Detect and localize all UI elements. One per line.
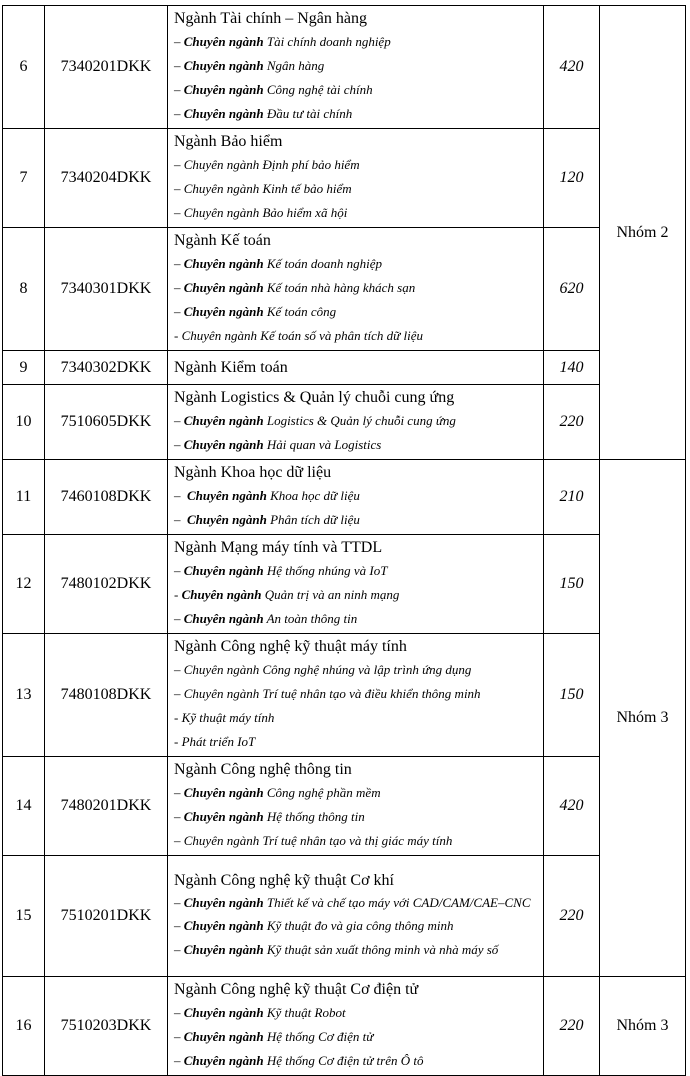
specialization-name: Phân tích dữ liệu [266, 512, 360, 527]
specialization-name: Hệ thống nhúng và IoT [263, 563, 388, 578]
admission-table [2, 5, 686, 1076]
dash-prefix: - [174, 734, 182, 749]
specialization-item [174, 607, 538, 631]
row-number: 7 [3, 129, 45, 228]
major-name: Ngành Khoa học dữ liệu [174, 464, 332, 481]
dash-prefix: - [174, 710, 182, 725]
major-cell [168, 385, 544, 460]
major-cell [168, 6, 544, 129]
major-name: Ngành Mạng máy tính và TTDL [174, 539, 383, 556]
quota: 420 [544, 757, 600, 856]
dash-prefix: – [174, 895, 184, 910]
specialization-item [174, 177, 538, 201]
dash-prefix: - [174, 587, 182, 602]
specialization-item [174, 508, 538, 532]
quota: 140 [544, 351, 600, 385]
specialization-item [174, 30, 538, 54]
specialization-name: Hệ thống thông tin [263, 809, 365, 824]
specialization-item [174, 730, 538, 754]
specialization-name: Thiết kế và chế tạo máy với CAD/CAM/CAE–CNC [263, 895, 531, 910]
specialization-name: Tài chính doanh nghiệp [263, 34, 391, 49]
specialization-name: Chuyên ngành Bảo hiểm xã hội [183, 205, 348, 220]
row-number: 16 [3, 977, 45, 1076]
row-number: 8 [3, 228, 45, 351]
specialization-name: Chuyên ngành Công nghệ nhúng và lập trình ứng dụng [183, 662, 472, 677]
dash-prefix: – [174, 157, 184, 172]
specialization-label: Chuyên ngành [183, 82, 264, 97]
specialization-item [174, 201, 538, 225]
major-name: Ngành Công nghệ kỹ thuật Cơ điện tử [174, 981, 419, 998]
specialization-item [174, 829, 538, 853]
specialization-name: Chuyên ngành Trí tuệ nhân tạo và thị giác máy tính [183, 833, 453, 848]
row-number: 9 [3, 351, 45, 385]
dash-prefix: – [174, 942, 184, 957]
specialization-label: Chuyên ngành [183, 34, 264, 49]
major-name: Ngành Công nghệ thông tin [174, 761, 352, 778]
table-body [3, 6, 686, 1076]
specialization-label: Chuyên ngành [183, 304, 264, 319]
specialization-label: Chuyên ngành [183, 809, 264, 824]
specialization-label: Chuyên ngành [183, 106, 264, 121]
major-name: Ngành Bảo hiểm [174, 133, 283, 150]
specialization-label: Chuyên ngành [183, 1053, 264, 1068]
dash-prefix: – [174, 809, 184, 824]
specialization-label: Chuyên ngành [183, 256, 264, 271]
quota: 220 [544, 977, 600, 1076]
quota: 210 [544, 460, 600, 535]
dash-prefix: – [174, 256, 184, 271]
specialization-label: Chuyên ngành [183, 413, 264, 428]
table-row [3, 535, 686, 634]
admission-group: Nhóm 2 [600, 6, 686, 460]
specialization-name: Kế toán doanh nghiệp [263, 256, 383, 271]
major-code: 7340302DKK [45, 351, 168, 385]
dash-prefix: – [174, 1053, 184, 1068]
specialization-item [174, 583, 538, 607]
specialization-item [174, 252, 538, 276]
row-number: 13 [3, 634, 45, 757]
dash-prefix: – [174, 785, 184, 800]
row-number: 11 [3, 460, 45, 535]
dash-prefix: – [174, 686, 184, 701]
quota: 420 [544, 6, 600, 129]
major-name: Ngành Logistics & Quản lý chuỗi cung ứng [174, 389, 455, 406]
specialization-label: Chuyên ngành [183, 1029, 264, 1044]
table-row [3, 129, 686, 228]
specialization-label: Chuyên ngành [187, 488, 267, 503]
major-cell [168, 634, 544, 757]
dash-prefix: – [174, 1005, 184, 1020]
specialization-label: Chuyên ngành [183, 611, 264, 626]
major-cell [168, 535, 544, 634]
major-cell [168, 129, 544, 228]
specialization-item [174, 559, 538, 583]
quota: 220 [544, 856, 600, 977]
specialization-label: Chuyên ngành [183, 785, 264, 800]
specialization-label: Chuyên ngành [181, 587, 262, 602]
dash-prefix: – [174, 280, 184, 295]
specialization-label: Chuyên ngành [183, 563, 264, 578]
specialization-name: An toàn thông tin [263, 611, 358, 626]
dash-prefix: – [174, 58, 184, 73]
specialization-name: Đầu tư tài chính [263, 106, 353, 121]
dash-prefix: - [174, 328, 182, 343]
major-cell [168, 460, 544, 535]
specialization-name: Công nghệ tài chính [263, 82, 373, 97]
major-cell [168, 757, 544, 856]
major-code: 7510203DKK [45, 977, 168, 1076]
dash-prefix: – [174, 611, 184, 626]
major-name: Ngành Kế toán [174, 232, 271, 249]
specialization-item [174, 153, 538, 177]
major-code: 7340301DKK [45, 228, 168, 351]
table-row [3, 856, 686, 977]
major-name: Ngành Tài chính – Ngân hàng [174, 10, 367, 27]
specialization-item [174, 433, 538, 457]
dash-prefix: – [174, 437, 184, 452]
dash-prefix: – [174, 82, 184, 97]
quota: 220 [544, 385, 600, 460]
specialization-item [174, 914, 538, 938]
specialization-label: Chuyên ngành [183, 437, 264, 452]
dash-prefix: – [174, 563, 184, 578]
specialization-item [174, 1001, 538, 1025]
specialization-item [174, 276, 538, 300]
specialization-item [174, 682, 538, 706]
dash-prefix: – [174, 205, 184, 220]
row-number: 10 [3, 385, 45, 460]
specialization-name: Kế toán nhà hàng khách sạn [263, 280, 416, 295]
specialization-item [174, 658, 538, 682]
specialization-item [174, 102, 538, 126]
quota: 150 [544, 634, 600, 757]
specialization-name: Phát triển IoT [181, 734, 256, 749]
table-row [3, 351, 686, 385]
specialization-label: Chuyên ngành [183, 942, 264, 957]
row-number: 14 [3, 757, 45, 856]
specialization-name: Chuyên ngành Kế toán số và phân tích dữ liệu [181, 328, 424, 343]
major-code: 7480108DKK [45, 634, 168, 757]
specialization-name: Công nghệ phần mềm [263, 785, 381, 800]
specialization-item [174, 78, 538, 102]
dash-prefix: – [174, 181, 184, 196]
specialization-name: Quản trị và an ninh mạng [261, 587, 400, 602]
row-number: 6 [3, 6, 45, 129]
specialization-name: Hệ thống Cơ điện tử [263, 1029, 374, 1044]
table-row [3, 460, 686, 535]
admission-group: Nhóm 3 [600, 460, 686, 977]
specialization-item [174, 484, 538, 508]
specialization-item [174, 938, 538, 962]
table-row [3, 634, 686, 757]
table-row [3, 228, 686, 351]
specialization-item [174, 892, 538, 914]
admission-group: Nhóm 3 [600, 977, 686, 1076]
table-row [3, 6, 686, 129]
specialization-name: Chuyên ngành Kinh tế bảo hiểm [183, 181, 352, 196]
major-name: Ngành Công nghệ kỹ thuật Cơ khí [174, 872, 394, 889]
specialization-item [174, 781, 538, 805]
quota: 620 [544, 228, 600, 351]
major-cell [168, 228, 544, 351]
dash-prefix: – [174, 662, 184, 677]
specialization-label: Chuyên ngành [183, 1005, 264, 1020]
dash-prefix: – [174, 413, 184, 428]
specialization-item [174, 1049, 538, 1073]
specialization-item [174, 300, 538, 324]
dash-prefix: – [174, 304, 184, 319]
major-code: 7460108DKK [45, 460, 168, 535]
specialization-name: Chuyên ngành Định phí bảo hiểm [183, 157, 360, 172]
row-number: 15 [3, 856, 45, 977]
specialization-label: Chuyên ngành [183, 58, 264, 73]
specialization-name: Kỹ thuật sản xuất thông minh và nhà máy số [263, 942, 499, 957]
dash-prefix: – [174, 918, 184, 933]
major-name: Ngành Công nghệ kỹ thuật máy tính [174, 638, 407, 655]
table-row [3, 977, 686, 1076]
major-name: Ngành Kiểm toán [174, 358, 288, 376]
specialization-label: Chuyên ngành [187, 512, 267, 527]
specialization-name: Kế toán công [263, 304, 337, 319]
specialization-item [174, 706, 538, 730]
specialization-name: Kỹ thuật Robot [263, 1005, 346, 1020]
dash-prefix: – [174, 833, 184, 848]
major-cell [168, 351, 544, 385]
quota: 120 [544, 129, 600, 228]
dash-prefix: – [174, 488, 187, 503]
specialization-name: Ngân hàng [263, 58, 325, 73]
specialization-item [174, 324, 538, 348]
quota: 150 [544, 535, 600, 634]
specialization-name: Logistics & Quản lý chuỗi cung ứng [263, 413, 456, 428]
major-code: 7510201DKK [45, 856, 168, 977]
specialization-item [174, 409, 538, 433]
major-cell [168, 977, 544, 1076]
specialization-name: Khoa học dữ liệu [266, 488, 360, 503]
specialization-name: Hệ thống Cơ điện tử trên Ô tô [263, 1053, 424, 1068]
specialization-name: Kỹ thuật đo và gia công thông minh [263, 918, 454, 933]
specialization-name: Hải quan và Logistics [263, 437, 382, 452]
major-code: 7340204DKK [45, 129, 168, 228]
dash-prefix: – [174, 34, 184, 49]
specialization-item [174, 1025, 538, 1049]
major-code: 7340201DKK [45, 6, 168, 129]
specialization-item [174, 805, 538, 829]
major-code: 7510605DKK [45, 385, 168, 460]
major-code: 7480102DKK [45, 535, 168, 634]
dash-prefix: – [174, 1029, 184, 1044]
specialization-name: Chuyên ngành Trí tuệ nhân tạo và điều khiển thông minh [183, 686, 481, 701]
specialization-label: Chuyên ngành [183, 280, 264, 295]
specialization-name: Kỹ thuật máy tính [181, 710, 275, 725]
dash-prefix: – [174, 106, 184, 121]
table-row [3, 757, 686, 856]
major-code: 7480201DKK [45, 757, 168, 856]
specialization-label: Chuyên ngành [183, 918, 264, 933]
specialization-label: Chuyên ngành [183, 895, 264, 910]
table-row [3, 385, 686, 460]
specialization-item [174, 54, 538, 78]
row-number: 12 [3, 535, 45, 634]
major-cell [168, 856, 544, 977]
dash-prefix: – [174, 512, 187, 527]
